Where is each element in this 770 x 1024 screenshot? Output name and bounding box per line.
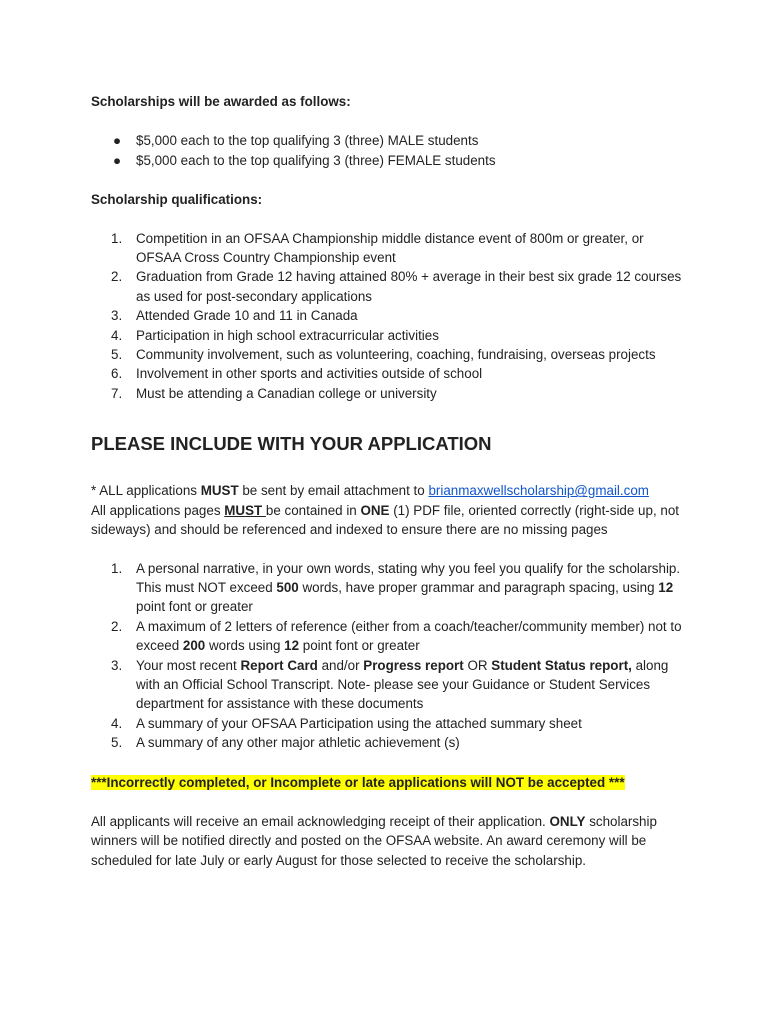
qualifications-list bbox=[91, 229, 691, 404]
closing-only: ONLY bbox=[549, 813, 586, 829]
list-number: 3. bbox=[111, 308, 123, 324]
item-bold: 12 bbox=[284, 638, 300, 654]
closing-text: All applicants will receive an email acknowledging receipt of their application. bbox=[91, 813, 550, 829]
list-item bbox=[91, 326, 691, 345]
item-text: OR bbox=[463, 657, 492, 673]
item-text: words, have proper grammar and paragraph spacing, using bbox=[298, 579, 659, 595]
item-text: along with an Official School Transcript. Note- please see your Guidance or Student Services department for assistance with these documents bbox=[136, 657, 669, 712]
list-number: 2. bbox=[111, 618, 123, 634]
list-item bbox=[91, 364, 691, 383]
qualification-text: Community involvement, such as volunteering, coaching, fundraising, overseas projects bbox=[136, 347, 656, 363]
list-number: 5. bbox=[111, 735, 123, 751]
award-text: $5,000 each to the top qualifying 3 (three) FEMALE students bbox=[136, 152, 496, 168]
list-number: 1. bbox=[111, 560, 123, 576]
closing-text: scholarship winners will be notified directly and posted on the OFSAA website. An award ceremony will be scheduled for late July or early August for those selected to receive the scholarship. bbox=[91, 813, 657, 868]
list-number: 5. bbox=[111, 347, 123, 363]
qualification-text: Attended Grade 10 and 11 in Canada bbox=[136, 308, 358, 324]
list-number: 6. bbox=[111, 366, 123, 382]
application-intro-line2 bbox=[91, 501, 691, 540]
list-item bbox=[91, 306, 691, 325]
bullet-icon: ● bbox=[113, 152, 122, 168]
awards-heading: Scholarships will be awarded as follows: bbox=[91, 94, 351, 109]
intro-text: (1) PDF file, oriented correctly (right-side up, not sideways) and should be referenced and indexed to ensure there are no missing pages bbox=[91, 502, 679, 538]
intro-must-underlined: MUST bbox=[224, 502, 266, 518]
application-list bbox=[91, 559, 691, 753]
qualification-text: Competition in an OFSAA Championship middle distance event of 800m or greater, or OFSAA Cross Country Championship event bbox=[136, 230, 644, 266]
item-bold: 200 bbox=[182, 638, 206, 654]
list-number: 2. bbox=[111, 269, 123, 285]
list-item bbox=[91, 131, 691, 150]
list-item bbox=[91, 267, 691, 306]
application-heading: PLEASE INCLUDE WITH YOUR APPLICATION bbox=[91, 433, 492, 455]
item-text: words using bbox=[205, 638, 285, 654]
qualification-text: Participation in high school extracurricular activities bbox=[136, 327, 439, 343]
email-link[interactable]: brianmaxwellscholarship@gmail.com bbox=[428, 483, 649, 499]
award-text: $5,000 each to the top qualifying 3 (three) MALE students bbox=[136, 133, 479, 149]
list-item bbox=[91, 559, 691, 617]
intro-text: be sent by email attachment to bbox=[238, 483, 429, 499]
item-bold: 500 bbox=[276, 579, 299, 595]
item-bold: Report Card bbox=[240, 657, 318, 673]
list-item bbox=[91, 617, 691, 656]
bullet-icon: ● bbox=[113, 133, 122, 149]
document-content bbox=[91, 92, 691, 870]
item-text: A summary of your OFSAA Participation using the attached summary sheet bbox=[136, 715, 582, 731]
item-text: Your most recent bbox=[136, 657, 241, 673]
qualifications-heading: Scholarship qualifications: bbox=[91, 192, 263, 208]
intro-text: * ALL applications bbox=[91, 483, 201, 499]
list-item bbox=[91, 384, 691, 403]
list-item bbox=[91, 151, 691, 170]
list-number: 3. bbox=[111, 657, 123, 673]
awards-list bbox=[91, 131, 691, 170]
list-item bbox=[91, 656, 691, 714]
list-number: 1. bbox=[111, 230, 123, 246]
intro-must: MUST bbox=[200, 483, 239, 499]
qualification-text: Graduation from Grade 12 having attained 80% + average in their best six grade 12 courses as used for post-secondary applications bbox=[136, 269, 682, 304]
closing-paragraph bbox=[91, 812, 691, 870]
warning-highlight: ***Incorrectly completed, or Incomplete or late applications will NOT be accepted *** bbox=[91, 774, 625, 790]
list-number: 4. bbox=[111, 327, 123, 343]
item-text: A summary of any other major athletic achievement (s) bbox=[136, 735, 460, 751]
item-text: A maximum of 2 letters of reference (either from a coach/teacher/community member) not to exceed bbox=[136, 618, 682, 654]
warning-line bbox=[91, 773, 691, 792]
qualification-text: Must be attending a Canadian college or university bbox=[136, 385, 437, 401]
list-item bbox=[91, 229, 691, 268]
item-text: point font or greater bbox=[299, 638, 420, 654]
item-text: and/or bbox=[317, 657, 364, 673]
intro-text: be contained in bbox=[265, 502, 361, 518]
qualification-text: Involvement in other sports and activities outside of school bbox=[136, 366, 483, 382]
item-text: point font or greater bbox=[136, 599, 253, 615]
item-bold: 12 bbox=[658, 579, 674, 595]
list-item bbox=[91, 733, 691, 752]
list-number: 7. bbox=[111, 385, 123, 401]
item-text: A personal narrative, in your own words, stating why you feel you qualify for the scholarship. This must NOT exceed bbox=[136, 560, 681, 595]
list-number: 4. bbox=[111, 715, 123, 731]
list-item bbox=[91, 345, 691, 364]
item-bold: Student Status report, bbox=[491, 657, 632, 673]
intro-text: All applications pages bbox=[91, 502, 225, 518]
intro-one: ONE bbox=[360, 502, 390, 518]
application-intro-line1 bbox=[91, 481, 691, 500]
item-bold: Progress report bbox=[363, 657, 464, 673]
list-item bbox=[91, 714, 691, 733]
